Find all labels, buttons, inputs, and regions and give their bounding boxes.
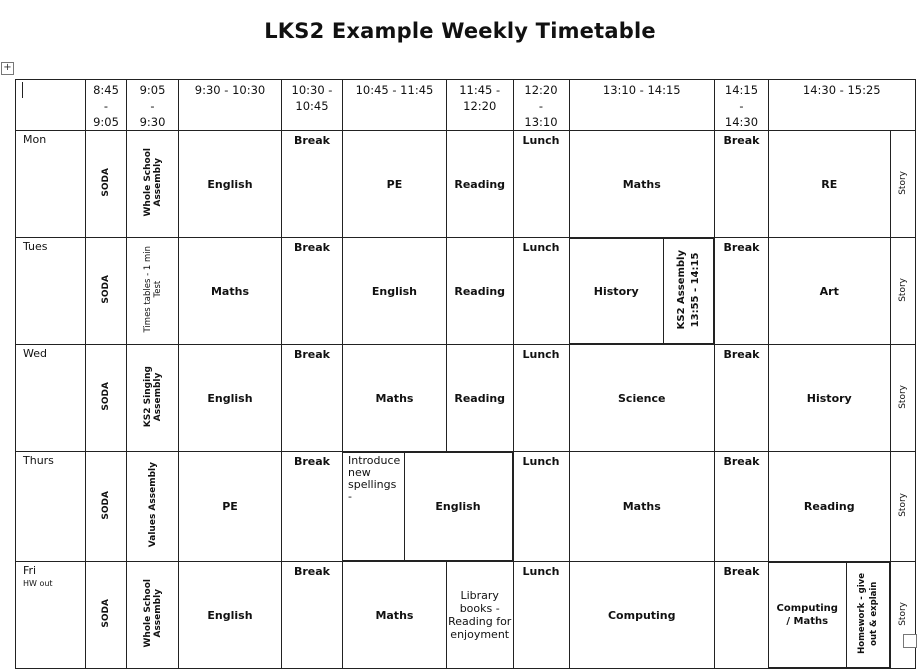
split-cell xyxy=(769,562,891,669)
time-header: 11:45 - 12:20 xyxy=(446,80,513,131)
lesson-cell: Maths xyxy=(343,345,447,452)
corner-cell xyxy=(16,80,86,131)
day-row-tues xyxy=(16,238,916,345)
story-cell: Story xyxy=(890,238,915,345)
lunch-cell: Lunch xyxy=(513,452,569,562)
lesson-cell: Maths xyxy=(569,131,715,238)
soda-cell: SODA xyxy=(86,452,127,562)
day-name: Mon xyxy=(16,131,86,238)
lesson-cell: Maths xyxy=(569,452,715,562)
lunch-cell: Lunch xyxy=(513,562,569,669)
ks2-assembly-cell: KS2 Assembly 13:55 - 14:15 xyxy=(664,239,714,344)
reading-cell: Reading xyxy=(446,131,513,238)
story-cell: Story xyxy=(890,452,915,562)
lesson-cell: Computing xyxy=(569,562,715,669)
day-row-wed xyxy=(16,345,916,452)
table-move-handle-icon[interactable]: + xyxy=(1,62,14,75)
reading-cell: Reading xyxy=(446,345,513,452)
soda-cell: SODA xyxy=(86,345,127,452)
break-cell: Break xyxy=(715,131,769,238)
table-resize-handle-icon[interactable] xyxy=(903,634,917,648)
time-header: 9:30 - 10:30 xyxy=(179,80,282,131)
lesson-cell: Maths xyxy=(179,238,282,345)
time-header: 13:10 - 14:15 xyxy=(569,80,715,131)
soda-cell: SODA xyxy=(86,131,127,238)
computing-maths-cell: Computing / Maths xyxy=(769,563,846,668)
story-cell: Story xyxy=(890,131,915,238)
soda-cell: SODA xyxy=(86,238,127,345)
break-cell: Break xyxy=(282,345,343,452)
break-cell: Break xyxy=(715,562,769,669)
lesson-cell: Reading xyxy=(769,452,891,562)
break-cell: Break xyxy=(282,452,343,562)
break-cell: Break xyxy=(282,131,343,238)
lesson-cell: Art xyxy=(769,238,891,345)
lesson-cell: English xyxy=(404,453,512,561)
soda-cell: SODA xyxy=(86,562,127,669)
lunch-cell: Lunch xyxy=(513,238,569,345)
day-name: Tues xyxy=(16,238,86,345)
day-row-thurs xyxy=(16,452,916,562)
lesson-cell: PE xyxy=(343,131,447,238)
lesson-cell: History xyxy=(769,345,891,452)
header-row xyxy=(16,80,916,131)
assembly-cell: KS2 Singing Assembly xyxy=(127,345,179,452)
break-cell: Break xyxy=(715,238,769,345)
break-cell: Break xyxy=(282,238,343,345)
lesson-cell: PE xyxy=(179,452,282,562)
lesson-cell: RE xyxy=(769,131,891,238)
lesson-cell: English xyxy=(343,238,447,345)
lesson-cell: Maths xyxy=(343,562,447,669)
time-header: 14:30 - 15:25 xyxy=(769,80,916,131)
story-cell: Story xyxy=(890,345,915,452)
time-header: 14:15 - 14:30 xyxy=(715,80,769,131)
story-cell: Story xyxy=(890,562,915,669)
timetable xyxy=(15,79,916,669)
time-header: 10:45 - 11:45 xyxy=(343,80,447,131)
lesson-cell: History xyxy=(570,239,664,344)
time-header: 8:45 - 9:05 xyxy=(86,80,127,131)
time-header: 10:30 - 10:45 xyxy=(282,80,343,131)
times-tables-cell: Times tables - 1 min Test xyxy=(127,238,179,345)
break-cell: Break xyxy=(715,452,769,562)
lunch-cell: Lunch xyxy=(513,131,569,238)
lunch-cell: Lunch xyxy=(513,345,569,452)
time-header: 12:20 - 13:10 xyxy=(513,80,569,131)
lesson-cell: English xyxy=(179,562,282,669)
assembly-cell: Whole School Assembly xyxy=(127,131,179,238)
page-title: LKS2 Example Weekly Timetable xyxy=(264,19,656,43)
lesson-cell: English xyxy=(179,131,282,238)
split-cell xyxy=(569,238,715,345)
library-cell: Library books - Reading for enjoyment xyxy=(446,562,513,669)
split-cell xyxy=(343,452,514,562)
spellings-cell: Introduce new spellings - xyxy=(343,453,404,561)
reading-cell: Reading xyxy=(446,238,513,345)
day-row-mon xyxy=(16,131,916,238)
time-header: 9:05 - 9:30 xyxy=(127,80,179,131)
break-cell: Break xyxy=(715,345,769,452)
assembly-cell: Values Assembly xyxy=(127,452,179,562)
lesson-cell: Science xyxy=(569,345,715,452)
break-cell: Break xyxy=(282,562,343,669)
day-row-fri xyxy=(16,562,916,669)
day-name: Fri HW out xyxy=(16,562,86,669)
day-name: Thurs xyxy=(16,452,86,562)
hw-out-note: HW out xyxy=(23,579,53,588)
lesson-cell: English xyxy=(179,345,282,452)
day-name: Wed xyxy=(16,345,86,452)
assembly-cell: Whole School Assembly xyxy=(127,562,179,669)
homework-cell: Homework - give out & explain xyxy=(846,563,889,668)
